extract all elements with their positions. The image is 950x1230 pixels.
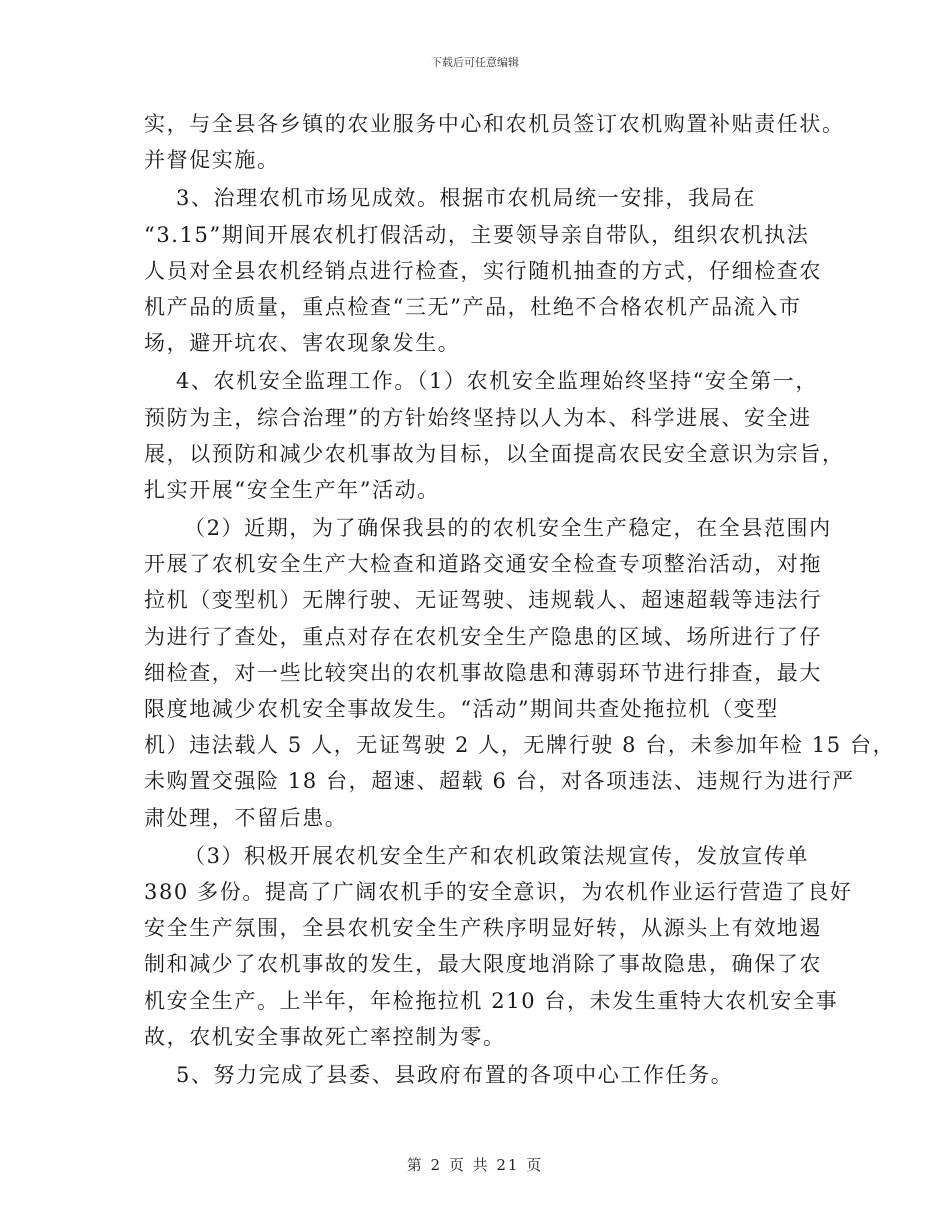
text-line: 为进行了查处，重点对存在农机安全生产隐患的区域、场所进行了仔 [144,624,822,649]
text-line: 限度地减少农机安全事故发生。“活动”期间共查处拖拉机（变型 [144,697,779,721]
text-line: 人员对全县农机经销点进行检查，实行随机抽查的方式，仔细检查农 [144,258,822,283]
text-line: 故，农机安全事故死亡率控制为零。 [144,1024,506,1049]
text-line: 场，避开坑农、害农现象发生。 [144,331,461,356]
text-line: 并督促实施。 [144,148,280,173]
text-line: 展，以预防和减少农机事故为目标，以全面提高农民安全意识为宗旨， [144,441,845,466]
body-text [144,106,896,1093]
page-footer: 第 2 页 共 21 页 [406,1156,544,1174]
text-line: “3.15”期间开展农机打假活动，主要领导亲自带队，组织农机执法 [144,222,810,247]
text-line: （3）积极开展农机安全生产和农机政策法规宣传，发放宣传单 [184,843,810,868]
text-line: （2）近期，为了确保我县的的农机安全生产稳定，在全县范围内 [184,516,832,541]
text-line: 380 多份。提高了广阔农机手的安全意识，为农机作业运行营造了良好 [144,879,853,904]
text-line: 预防为主，综合治理”的方针始终坚持以人为本、科学进展、安全进 [144,405,812,430]
text-line: 未购置交强险 18 台，超速、超载 6 台，对各项违法、违规行为进行严 [144,769,855,794]
text-line: 4、农机安全监理工作。（1）农机安全监理始终坚持“安全第一， [176,369,818,394]
text-line: 肃处理，不留后患。 [144,805,348,830]
text-line: 机）违法载人 5 人，无证驾驶 2 人，无牌行驶 8 台，未参加年检 15 台， [144,733,896,758]
text-line: 实，与全县各乡镇的农业服务中心和农机员签订农机购置补贴责任状。 [144,112,845,136]
text-line: 扎实开展“安全生产年”活动。 [144,477,440,502]
text-line: 安全生产氛围，全县农机安全生产秩序明显好转，从源头上有效地遏 [144,916,822,941]
page-header: 下载后可任意编辑 [431,56,519,69]
text-line: 机安全生产。上半年，年检拖拉机 210 台，未发生重特大农机安全事 [144,988,839,1013]
text-line: 开展了农机安全生产大检查和道路交通安全检查专项整治活动，对拖 [144,552,822,577]
text-line: 制和减少了农机事故的发生，最大限度地消除了事故隐患，确保了农 [144,952,822,977]
text-line: 3、治理农机市场见成效。根据市农机局统一安排，我局在 [176,186,756,211]
text-line: 机产品的质量，重点检查“三无”产品，杜绝不合格农机产品流入市 [144,294,802,319]
text-line: 5、努力完成了县委、县政府布置的各项中心工作任务。 [176,1062,734,1087]
text-line: 拉机（变型机）无牌行驶、无证驾驶、违规载人、超速超载等违法行 [144,588,822,613]
text-line: 细检查，对一些比较突出的农机事故隐患和薄弱环节进行排查，最大 [144,660,822,685]
